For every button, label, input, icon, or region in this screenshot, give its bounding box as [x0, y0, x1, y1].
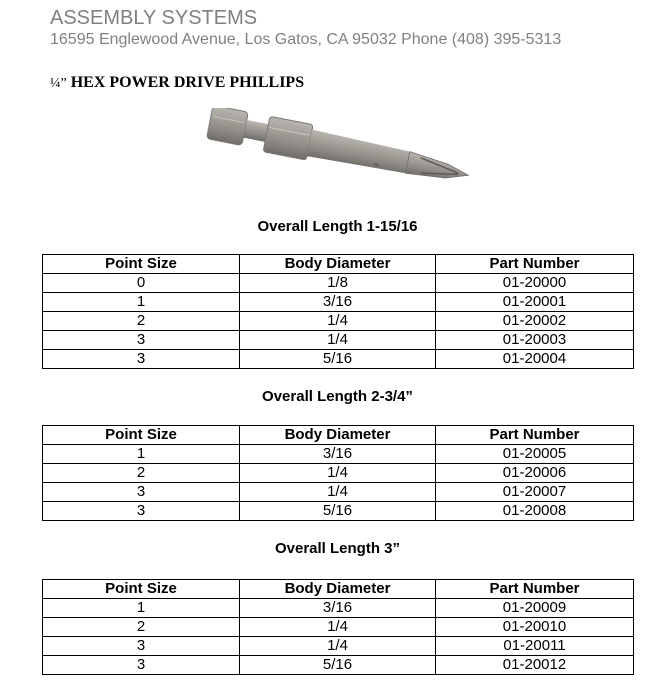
spec-table-2 [42, 425, 634, 521]
phillips-bit-image [198, 108, 483, 200]
body-diameter-cell: 5/16 [240, 350, 436, 369]
part-number-cell: 01-20010 [436, 618, 634, 637]
point-size-cell: 1 [43, 599, 240, 618]
col-header-point-size: Point Size [43, 426, 240, 445]
col-header-part-number: Part Number [436, 255, 634, 274]
table-row [43, 464, 634, 483]
table-row [43, 331, 634, 350]
col-header-point-size: Point Size [43, 580, 240, 599]
body-diameter-cell: 3/16 [240, 293, 436, 312]
body-diameter-cell: 1/4 [240, 331, 436, 350]
point-size-cell: 3 [43, 350, 240, 369]
body-diameter-cell: 3/16 [240, 445, 436, 464]
table-row [43, 274, 634, 293]
col-header-body-diameter: Body Diameter [240, 426, 436, 445]
body-diameter-cell: 1/4 [240, 637, 436, 656]
col-header-body-diameter: Body Diameter [240, 580, 436, 599]
product-size: ¼” [50, 76, 67, 91]
point-size-cell: 2 [43, 464, 240, 483]
point-size-cell: 1 [43, 293, 240, 312]
point-size-cell: 3 [43, 656, 240, 675]
part-number-cell: 01-20012 [436, 656, 634, 675]
col-header-part-number: Part Number [436, 426, 634, 445]
spec-table-3 [42, 579, 634, 675]
table-row [43, 637, 634, 656]
company-name: ASSEMBLY SYSTEMS [50, 7, 258, 29]
table-row [43, 445, 634, 464]
body-diameter-cell: 1/4 [240, 483, 436, 502]
col-header-point-size: Point Size [43, 255, 240, 274]
section-heading-3: Overall Length 3” [274, 540, 401, 557]
table-row [43, 312, 634, 331]
table-row [43, 656, 634, 675]
part-number-cell: 01-20008 [436, 502, 634, 521]
point-size-cell: 3 [43, 331, 240, 350]
part-number-cell: 01-20006 [436, 464, 634, 483]
part-number-cell: 01-20009 [436, 599, 634, 618]
part-number-cell: 01-20005 [436, 445, 634, 464]
product-name: HEX POWER DRIVE PHILLIPS [70, 74, 305, 91]
section-heading-1: Overall Length 1-15/16 [257, 218, 418, 235]
part-number-cell: 01-20002 [436, 312, 634, 331]
body-diameter-cell: 5/16 [240, 656, 436, 675]
col-header-body-diameter: Body Diameter [240, 255, 436, 274]
part-number-cell: 01-20007 [436, 483, 634, 502]
body-diameter-cell: 3/16 [240, 599, 436, 618]
point-size-cell: 0 [43, 274, 240, 293]
body-diameter-cell: 1/8 [240, 274, 436, 293]
company-address: 16595 Englewood Avenue, Los Gatos, CA 95032 Phone (408) 395-5313 [50, 31, 562, 48]
table-row [43, 599, 634, 618]
point-size-cell: 3 [43, 483, 240, 502]
body-diameter-cell: 5/16 [240, 502, 436, 521]
col-header-part-number: Part Number [436, 580, 634, 599]
part-number-cell: 01-20000 [436, 274, 634, 293]
body-diameter-cell: 1/4 [240, 618, 436, 637]
point-size-cell: 1 [43, 445, 240, 464]
table-row [43, 502, 634, 521]
spec-table-1 [42, 254, 634, 369]
body-diameter-cell: 1/4 [240, 464, 436, 483]
table-row [43, 293, 634, 312]
part-number-cell: 01-20004 [436, 350, 634, 369]
section-heading-2: Overall Length 2-3/4” [262, 388, 413, 405]
part-number-cell: 01-20011 [436, 637, 634, 656]
body-diameter-cell: 1/4 [240, 312, 436, 331]
table-header-row [43, 255, 634, 274]
table-row [43, 350, 634, 369]
table-row [43, 618, 634, 637]
part-number-cell: 01-20003 [436, 331, 634, 350]
point-size-cell: 2 [43, 618, 240, 637]
product-title [50, 73, 304, 94]
table-row [43, 483, 634, 502]
part-number-cell: 01-20001 [436, 293, 634, 312]
table-header-row [43, 426, 634, 445]
point-size-cell: 3 [43, 502, 240, 521]
point-size-cell: 2 [43, 312, 240, 331]
point-size-cell: 3 [43, 637, 240, 656]
table-header-row [43, 580, 634, 599]
